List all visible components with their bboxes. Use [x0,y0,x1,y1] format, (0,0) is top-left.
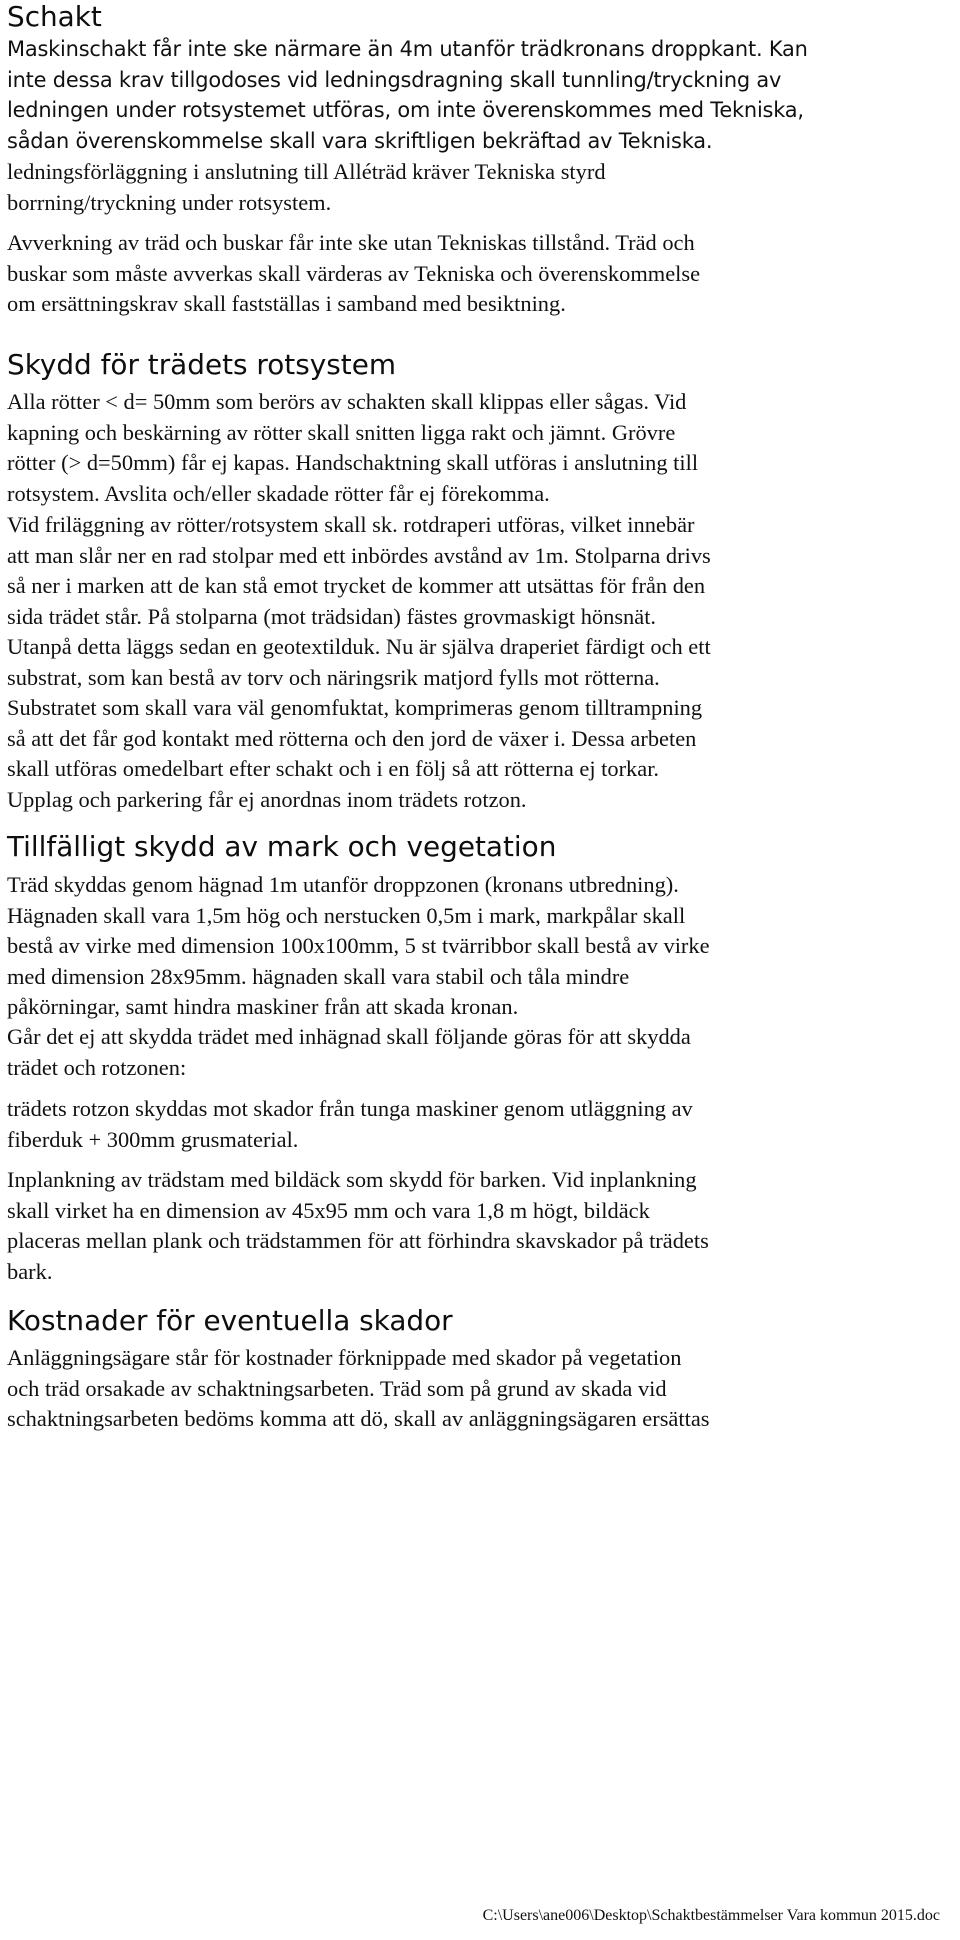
paragraph [7,228,957,320]
text-line: Alla rötter < d= 50mm som berörs av schakten skall klippas eller sågas. Vid [7,389,687,414]
section-heading-rotsystem: Skydd för trädets rotsystem [7,348,397,381]
text-line: Upplag och parkering får ej anordnas inom trädets rotzon. [7,786,527,812]
paragraph [7,157,957,218]
paragraph [7,34,957,156]
text-line: med dimension 28x95mm. hägnaden skall vara stabil och tåla mindre [7,963,630,989]
text-line: Inplankning av trädstam med bildäck som skydd för barken. Vid inplankning [7,1167,697,1192]
footer-file-path: C:\Users\ane006\Desktop\Schaktbestämmelser Vara kommun 2015.doc [482,1907,940,1924]
text-line: Går det ej att skydda trädet med inhägnad skall följande göras för att skydda [7,1024,691,1049]
text-line: bestå av virke med dimension 100x100mm, 5 st tvärribbor skall bestå av virke [7,933,710,958]
text-line: trädet och rotzonen: [7,1054,187,1080]
text-line: skall utföras omedelbart efter schakt och i en följ så att rötterna ej torkar. [7,756,660,781]
text-line: rötter (> d=50mm) får ej kapas. Handschaktning skall utföras i anslutning till [7,450,699,475]
paragraph [7,510,957,815]
text-line: Utanpå detta läggs sedan en geotextilduk. Nu är själva draperiet färdigt och ett [7,634,711,659]
text-line: skall virket ha en dimension av 45x95 mm och vara 1,8 m högt, bildäck [7,1197,650,1223]
text-line: ledningen under rotsystemet utföras, om inte överenskommes med Tekniska, [7,98,804,122]
text-line: sida trädet står. På stolparna (mot trädsidan) fästes grovmaskigt hönsnät. [7,603,657,629]
paragraph [7,1343,957,1435]
section-heading-schakt: Schakt [7,0,102,33]
text-line: placeras mellan plank och trädstammen för att förhindra skavskador på trädets [7,1228,709,1253]
paragraph [7,1165,957,1287]
paragraph [7,387,957,509]
text-line: påkörningar, samt hindra maskiner från att skada kronan. [7,994,519,1019]
text-line: så att det får god kontakt med rötterna och den jord de växer i. Dessa arbeten [7,725,697,751]
text-line: Vid friläggning av rötter/rotsystem skall sk. rotdraperi utföras, vilket innebär [7,512,695,537]
paragraph [7,870,957,1023]
text-line: sådan överenskommelse skall vara skriftligen bekräftad av Tekniska. [7,128,713,153]
section-heading-kostnader: Kostnader för eventuella skador [7,1304,453,1337]
text-line: buskar som måste avverkas skall värderas av Tekniska och överenskommelse [7,260,701,286]
text-line: Träd skyddas genom hägnad 1m utanför droppzonen (kronans utbredning). [7,872,679,897]
section-heading-tillfalligt-skydd: Tillfälligt skydd av mark och vegetation [7,830,557,863]
text-line: så ner i marken att de kan stå emot trycket de kommer att utsättas för från den [7,573,706,598]
text-line: ledningsförläggning i anslutning till Alléträd kräver Tekniska styrd [7,159,606,184]
text-line: Avverkning av träd och buskar får inte ske utan Tekniskas tillstånd. Träd och [7,230,695,255]
text-line: Maskinschakt får inte ske närmare än 4m utanför trädkronans droppkant. Kan [7,37,808,61]
text-line: substrat, som kan bestå av torv och näringsrik matjord fylls mot rötterna. [7,664,660,690]
text-line: Hägnaden skall vara 1,5m hög och nerstucken 0,5m i mark, markpålar skall [7,902,686,928]
text-line: rotsystem. Avslita och/eller skadade rötter får ej förekomma. [7,480,550,506]
text-line: trädets rotzon skyddas mot skador från tunga maskiner genom utläggning av [7,1096,693,1121]
text-line: schaktningsarbeten bedöms komma att dö, skall av anläggningsägaren ersättas [7,1406,710,1431]
text-line: om ersättningskrav skall fastställas i samband med besiktning. [7,291,566,316]
text-line: Anläggningsägare står för kostnader förknippade med skador på vegetation [7,1345,682,1370]
text-line: fiberduk + 300mm grusmaterial. [7,1126,299,1152]
text-line: och träd orsakade av schaktningsarbeten. Träd som på grund av skada vid [7,1375,667,1401]
text-line: kapning och beskärning av rötter skall snitten ligga rakt och jämnt. Grövre [7,419,676,445]
text-line: borrning/tryckning under rotsystem. [7,189,332,215]
text-line: att man slår ner en rad stolpar med ett inbördes avstånd av 1m. Stolparna drivs [7,542,711,568]
text-line: bark. [7,1258,53,1284]
paragraph [7,1022,957,1083]
text-line: Substratet som skall vara väl genomfuktat, komprimeras genom tilltrampning [7,695,703,720]
paragraph [7,1094,957,1155]
text-line: inte dessa krav tillgodoses vid ledningsdragning skall tunnling/tryckning av [7,67,782,92]
